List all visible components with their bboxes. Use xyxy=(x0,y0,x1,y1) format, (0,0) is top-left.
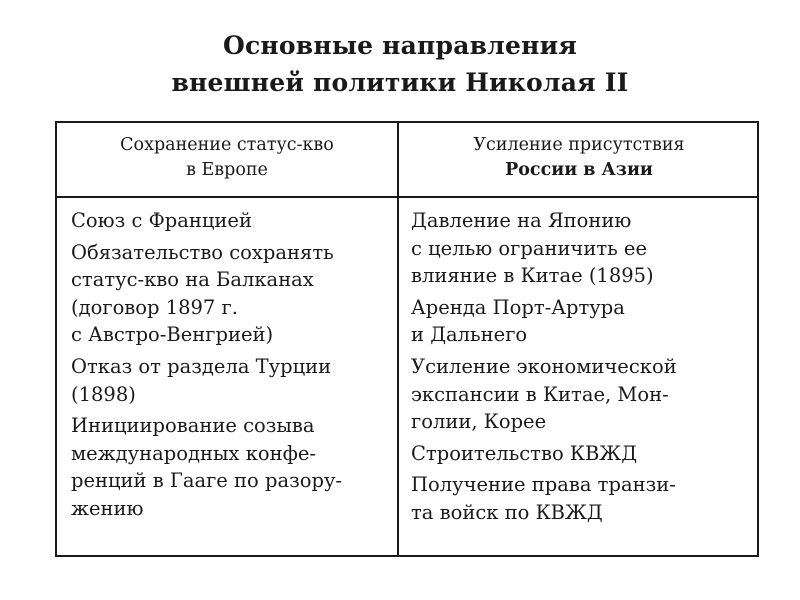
europe-item-line: статус-кво на Балканах xyxy=(71,268,314,292)
column-divider xyxy=(397,123,399,555)
asia-item-line: Аренда Порт-Артура xyxy=(411,295,625,319)
europe-item xyxy=(71,412,393,522)
column-header-asia-line-1: Усиление присутствия xyxy=(473,135,685,155)
page-title xyxy=(0,27,800,101)
asia-item-line: та войск по КВЖД xyxy=(411,500,603,524)
asia-item-line: экспансии в Китае, Мон- xyxy=(411,382,669,406)
asia-item-line: Получение права транзи- xyxy=(411,473,676,497)
asia-item-line: Давление на Японию xyxy=(411,209,632,232)
title-line-2: внешней политики Николая II xyxy=(171,68,629,97)
europe-item-line: (1898) xyxy=(71,382,136,406)
column-header-asia xyxy=(399,133,759,183)
asia-item xyxy=(411,440,751,468)
asia-item xyxy=(411,471,751,526)
europe-item-line: с Австро-Венгрией) xyxy=(71,323,274,347)
asia-item-line: влияние в Китае (1895) xyxy=(411,264,654,288)
column-header-europe-line-1: Сохранение статус-кво xyxy=(120,135,334,155)
column-header-asia-line-2: России в Азии xyxy=(505,160,653,180)
column-header-europe xyxy=(57,133,397,183)
column-header-europe-line-2: в Европе xyxy=(186,160,268,180)
asia-item-line: голии, Корее xyxy=(411,410,547,434)
header-divider xyxy=(57,196,757,198)
europe-item-line: (договор 1897 г. xyxy=(71,295,238,319)
policy-table xyxy=(55,121,759,557)
title-line-1: Основные направления xyxy=(223,31,577,60)
europe-item-line: Союз с Францией xyxy=(71,209,252,232)
europe-item xyxy=(71,353,393,408)
asia-item-line: с целью ограничить ее xyxy=(411,236,648,260)
europe-item-line: международных конфе- xyxy=(71,441,317,465)
europe-item-line: Обязательство сохранять xyxy=(71,240,334,264)
asia-item-line: Усиление экономической xyxy=(411,354,677,378)
europe-item-line: жению xyxy=(71,496,144,520)
asia-item xyxy=(411,207,751,290)
europe-item-line: Отказ от раздела Турции xyxy=(71,354,332,378)
asia-item xyxy=(411,353,751,436)
europe-item-line: ренций в Гааге по разору- xyxy=(71,469,343,493)
asia-item-line: и Дальнего xyxy=(411,323,528,347)
europe-item xyxy=(71,239,393,349)
asia-item xyxy=(411,294,751,349)
europe-item xyxy=(71,207,393,235)
column-asia-items xyxy=(411,207,751,531)
asia-item-line: Строительство КВЖД xyxy=(411,441,638,465)
europe-item-line: Инициирование созыва xyxy=(71,414,315,438)
column-europe-items xyxy=(71,207,393,527)
